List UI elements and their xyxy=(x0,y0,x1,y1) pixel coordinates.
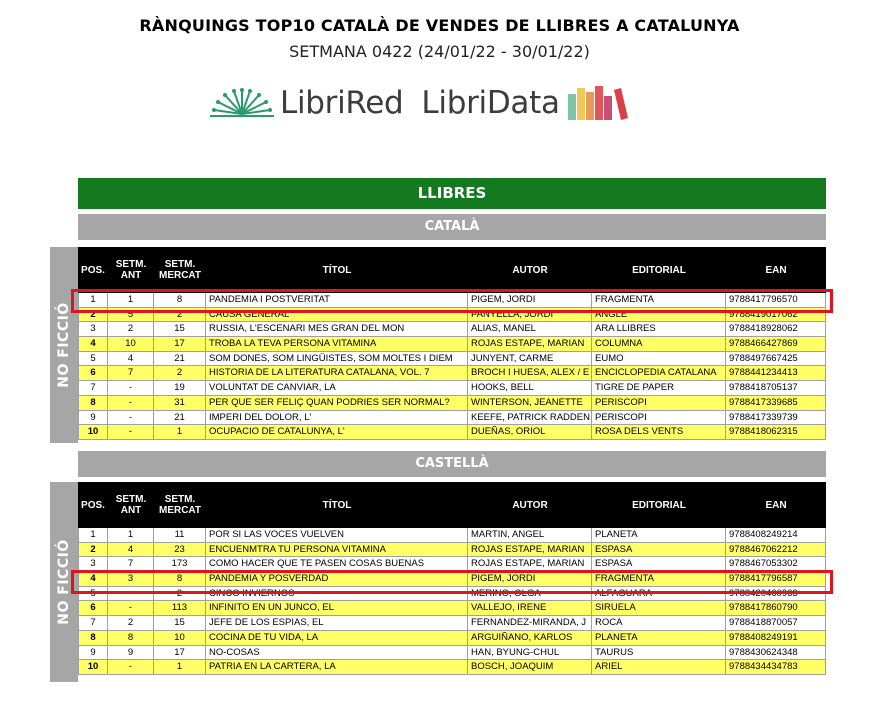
cell-setm-ant: - xyxy=(108,660,154,674)
cell-setm-ant: 10 xyxy=(108,337,154,351)
cell-pos: 5 xyxy=(78,587,108,601)
brand-libridata: LibriData xyxy=(421,85,560,121)
cell-setm-mercat: 1 xyxy=(154,425,206,439)
cell-pos: 1 xyxy=(78,528,108,542)
cell-editorial: ROCA xyxy=(592,616,726,630)
cell-ean: 9788418062315 xyxy=(726,425,826,439)
highlight-box-catala xyxy=(71,289,833,313)
cell-titol: NO-COSAS xyxy=(206,646,468,660)
catala-table xyxy=(78,247,826,440)
cell-titol: RUSSIA, L'ESCENARI MES GRAN DEL MON xyxy=(206,322,468,336)
header-editorial: EDITORIAL xyxy=(632,499,686,511)
cell-pos: 6 xyxy=(78,366,108,380)
table-row xyxy=(78,322,826,337)
cell-ean: 9788467053302 xyxy=(726,557,826,571)
cell-titol: SOM DONES, SOM LINGÜISTES, SOM MOLTES I DIEM xyxy=(206,352,468,366)
cell-autor: HAN, BYUNG-CHUL xyxy=(468,646,592,660)
cell-titol: TROBA LA TEVA PERSONA VITAMINA xyxy=(206,337,468,351)
cell-setm-mercat: 21 xyxy=(154,411,206,425)
table-row xyxy=(78,337,826,352)
header-editorial: EDITORIAL xyxy=(632,264,686,276)
cell-setm-mercat: 15 xyxy=(154,616,206,630)
cell-pos: 1 xyxy=(78,293,108,307)
cell-pos: 2 xyxy=(78,543,108,557)
table-row xyxy=(78,543,826,558)
cell-ean: 9788434434783 xyxy=(726,660,826,674)
cell-titol: HISTORIA DE LA LITERATURA CATALANA, VOL. 7 xyxy=(206,366,468,380)
table-row xyxy=(78,396,826,411)
cell-setm-ant: 5 xyxy=(108,308,154,322)
cell-ean: 9788418928062 xyxy=(726,322,826,336)
cell-setm-mercat: 17 xyxy=(154,646,206,660)
header-ean: EAN xyxy=(765,499,787,511)
books-icon xyxy=(568,84,628,122)
cell-setm-ant: - xyxy=(108,381,154,395)
table-row xyxy=(78,425,826,440)
table-row xyxy=(78,631,826,646)
cell-titol: IMPERI DEL DOLOR, L' xyxy=(206,411,468,425)
brand-librired: LibriRed xyxy=(280,85,404,121)
cell-ean: 9788420460963 xyxy=(726,587,826,601)
cell-setm-ant: - xyxy=(108,411,154,425)
cell-autor: BROCH I HUESA, ALEX / E xyxy=(468,366,592,380)
cell-setm-mercat: 1 xyxy=(154,660,206,674)
cell-editorial: TIGRE DE PAPER xyxy=(592,381,726,395)
table-row xyxy=(78,381,826,396)
cell-pos: 5 xyxy=(78,352,108,366)
cell-editorial: PLANETA xyxy=(592,631,726,645)
table-row xyxy=(78,660,826,675)
cell-editorial: FRAGMENTA xyxy=(592,572,726,586)
cell-titol: ENCUENMTRA TU PERSONA VITAMINA xyxy=(206,543,468,557)
cell-titol: INFINITO EN UN JUNCO, EL xyxy=(206,601,468,615)
cell-editorial: PERISCOPI xyxy=(592,411,726,425)
cell-ean: 9788466427869 xyxy=(726,337,826,351)
cell-setm-ant: - xyxy=(108,425,154,439)
cell-setm-mercat: 2 xyxy=(154,366,206,380)
cell-editorial: TAURUS xyxy=(592,646,726,660)
cell-setm-mercat: 21 xyxy=(154,352,206,366)
cell-titol: COMO HACER QUE TE PASEN COSAS BUENAS xyxy=(206,557,468,571)
cell-setm-ant: 2 xyxy=(108,616,154,630)
cell-pos: 8 xyxy=(78,396,108,410)
cell-setm-ant: - xyxy=(108,587,154,601)
cell-setm-mercat: 8 xyxy=(154,293,206,307)
cell-pos: 3 xyxy=(78,322,108,336)
cell-titol: OCUPACIO DE CATALUNYA, L' xyxy=(206,425,468,439)
logo-bar xyxy=(210,80,628,126)
cell-ean: 9788430624348 xyxy=(726,646,826,660)
cell-editorial: ARIEL xyxy=(592,660,726,674)
cell-ean: 9788467062212 xyxy=(726,543,826,557)
cell-titol: COCINA DE TU VIDA, LA xyxy=(206,631,468,645)
cell-setm-mercat: 31 xyxy=(154,396,206,410)
table-header xyxy=(78,482,826,528)
cell-autor: PIGEM, JORDI xyxy=(468,572,592,586)
cell-autor: PIGEM, JORDI xyxy=(468,293,592,307)
cell-pos: 9 xyxy=(78,646,108,660)
cell-setm-mercat: 11 xyxy=(154,528,206,542)
cell-setm-mercat: 113 xyxy=(154,601,206,615)
cell-editorial: ENCICLOPEDIA CATALANA xyxy=(592,366,726,380)
cell-setm-ant: - xyxy=(108,396,154,410)
cell-autor: WINTERSON, JEANETTE xyxy=(468,396,592,410)
header-titol: TÍTOL xyxy=(322,264,352,276)
cell-editorial: ALFAGUARA xyxy=(592,587,726,601)
cell-pos: 6 xyxy=(78,601,108,615)
cell-titol: PER QUE SER FELIÇ QUAN PODRIES SER NORMAL? xyxy=(206,396,468,410)
table-row xyxy=(78,528,826,543)
cell-editorial: COLUMNA xyxy=(592,337,726,351)
header-pos: POS. xyxy=(81,499,105,511)
cell-editorial: ESPASA xyxy=(592,557,726,571)
llibres-header-bar: LLIBRES xyxy=(78,178,826,209)
cell-ean: 9788417796587 xyxy=(726,572,826,586)
cell-autor: ALIAS, MANEL xyxy=(468,322,592,336)
header-pos: POS. xyxy=(81,264,105,276)
table-body xyxy=(78,528,826,675)
cell-titol: CAUSA GENERAL xyxy=(206,308,468,322)
cell-ean: 9788418870057 xyxy=(726,616,826,630)
header-titol: TÍTOL xyxy=(322,499,352,511)
catala-section-bar: CATALÀ xyxy=(78,214,826,240)
cell-titol: PANDEMIA I POSTVERITAT xyxy=(206,293,468,307)
table-row xyxy=(78,411,826,426)
page-title: RÀNQUINGS TOP10 CATALÀ DE VENDES DE LLIBRES A CATALUNYA xyxy=(139,16,740,35)
cell-autor: ROJAS ESTAPE, MARIAN xyxy=(468,543,592,557)
cell-pos: 7 xyxy=(78,616,108,630)
cell-titol: PATRIA EN LA CARTERA, LA xyxy=(206,660,468,674)
cell-autor: BOSCH, JOAQUIM xyxy=(468,660,592,674)
cell-autor: ROJAS ESTAPE, MARIAN xyxy=(468,557,592,571)
cell-autor: MARTIN, ANGEL xyxy=(468,528,592,542)
cell-autor: MERINO, OLGA xyxy=(468,587,592,601)
cell-ean: 9788417796570 xyxy=(726,293,826,307)
cell-pos: 10 xyxy=(78,660,108,674)
cell-setm-mercat: 173 xyxy=(154,557,206,571)
cell-autor: PANYELLA, JORDI xyxy=(468,308,592,322)
cell-autor: JUNYENT, CARME xyxy=(468,352,592,366)
cell-pos: 10 xyxy=(78,425,108,439)
cell-pos: 7 xyxy=(78,381,108,395)
cell-pos: 4 xyxy=(78,572,108,586)
table-row xyxy=(78,646,826,661)
side-label-text: NO FICCIÓ xyxy=(56,302,72,388)
cell-editorial: ANGLE xyxy=(592,308,726,322)
header-autor: AUTOR xyxy=(512,264,548,276)
cell-editorial: SIRUELA xyxy=(592,601,726,615)
cell-ean: 9788408249214 xyxy=(726,528,826,542)
cell-setm-ant: 4 xyxy=(108,543,154,557)
cell-editorial: FRAGMENTA xyxy=(592,293,726,307)
table-row xyxy=(78,352,826,367)
cell-titol: CINCO INVIERNOS xyxy=(206,587,468,601)
cell-setm-mercat: 19 xyxy=(154,381,206,395)
cell-autor: DUEÑAS, ORIOL xyxy=(468,425,592,439)
header-autor: AUTOR xyxy=(512,499,548,511)
cell-editorial: ARA LLIBRES xyxy=(592,322,726,336)
cell-setm-ant: 4 xyxy=(108,352,154,366)
table-row xyxy=(78,601,826,616)
cell-titol: JEFE DE LOS ESPIAS, EL xyxy=(206,616,468,630)
cell-titol: VOLUNTAT DE CANVIAR, LA xyxy=(206,381,468,395)
header-setm-mercat: SETM. MERCAT xyxy=(158,494,202,516)
cell-setm-mercat: 8 xyxy=(154,572,206,586)
cell-ean: 9788408249191 xyxy=(726,631,826,645)
cell-titol: POR SI LAS VOCES VUELVEN xyxy=(206,528,468,542)
cell-setm-mercat: 17 xyxy=(154,337,206,351)
cell-pos: 8 xyxy=(78,631,108,645)
cell-setm-mercat: 2 xyxy=(154,308,206,322)
cell-pos: 3 xyxy=(78,557,108,571)
castella-section-bar: CASTELLÀ xyxy=(78,451,826,477)
highlight-box-castella xyxy=(71,570,833,594)
cell-titol: PANDEMIA Y POSVERDAD xyxy=(206,572,468,586)
header-setm-ant: SETM. ANT xyxy=(115,259,147,281)
header-ean: EAN xyxy=(765,264,787,276)
cell-editorial: ROSA DELS VENTS xyxy=(592,425,726,439)
cell-setm-ant: 7 xyxy=(108,366,154,380)
cell-setm-ant: 8 xyxy=(108,631,154,645)
cell-setm-ant: - xyxy=(108,601,154,615)
header-setm-ant: SETM. ANT xyxy=(115,494,147,516)
cell-autor: ROJAS ESTAPE, MARIAN xyxy=(468,337,592,351)
cell-editorial: PERISCOPI xyxy=(592,396,726,410)
cell-pos: 2 xyxy=(78,308,108,322)
cell-editorial: EUMO xyxy=(592,352,726,366)
cell-setm-ant: 2 xyxy=(108,322,154,336)
cell-ean: 9788418705137 xyxy=(726,381,826,395)
cell-editorial: PLANETA xyxy=(592,528,726,542)
cell-ean: 9788417339739 xyxy=(726,411,826,425)
cell-setm-mercat: 15 xyxy=(154,322,206,336)
cell-pos: 9 xyxy=(78,411,108,425)
cell-setm-mercat: 10 xyxy=(154,631,206,645)
cell-ean: 9788419017062 xyxy=(726,308,826,322)
cell-ean: 9788441234413 xyxy=(726,366,826,380)
cell-autor: HOOKS, BELL xyxy=(468,381,592,395)
table-body xyxy=(78,293,826,440)
table-row xyxy=(78,616,826,631)
side-label-text: NO FICCIÓ xyxy=(56,539,72,625)
cell-setm-ant: 3 xyxy=(108,572,154,586)
cell-ean: 9788417339685 xyxy=(726,396,826,410)
cell-setm-ant: 1 xyxy=(108,528,154,542)
cell-editorial: ESPASA xyxy=(592,543,726,557)
page-subtitle: SETMANA 0422 (24/01/22 - 30/01/22) xyxy=(289,42,590,61)
cell-setm-ant: 7 xyxy=(108,557,154,571)
cell-pos: 4 xyxy=(78,337,108,351)
header-setm-mercat: SETM. MERCAT xyxy=(158,259,202,281)
fan-icon xyxy=(210,88,274,118)
cell-autor: KEEFE, PATRICK RADDEN xyxy=(468,411,592,425)
cell-autor: FERNANDEZ-MIRANDA, J xyxy=(468,616,592,630)
cell-autor: VALLEJO, IRENE xyxy=(468,601,592,615)
cell-ean: 9788497667425 xyxy=(726,352,826,366)
cell-setm-mercat: 2 xyxy=(154,587,206,601)
cell-ean: 9788417860790 xyxy=(726,601,826,615)
cell-setm-mercat: 23 xyxy=(154,543,206,557)
cell-autor: ARGUIÑANO, KARLOS xyxy=(468,631,592,645)
table-row xyxy=(78,366,826,381)
table-header xyxy=(78,247,826,293)
side-label-catala xyxy=(50,247,78,443)
cell-setm-ant: 1 xyxy=(108,293,154,307)
cell-setm-ant: 9 xyxy=(108,646,154,660)
